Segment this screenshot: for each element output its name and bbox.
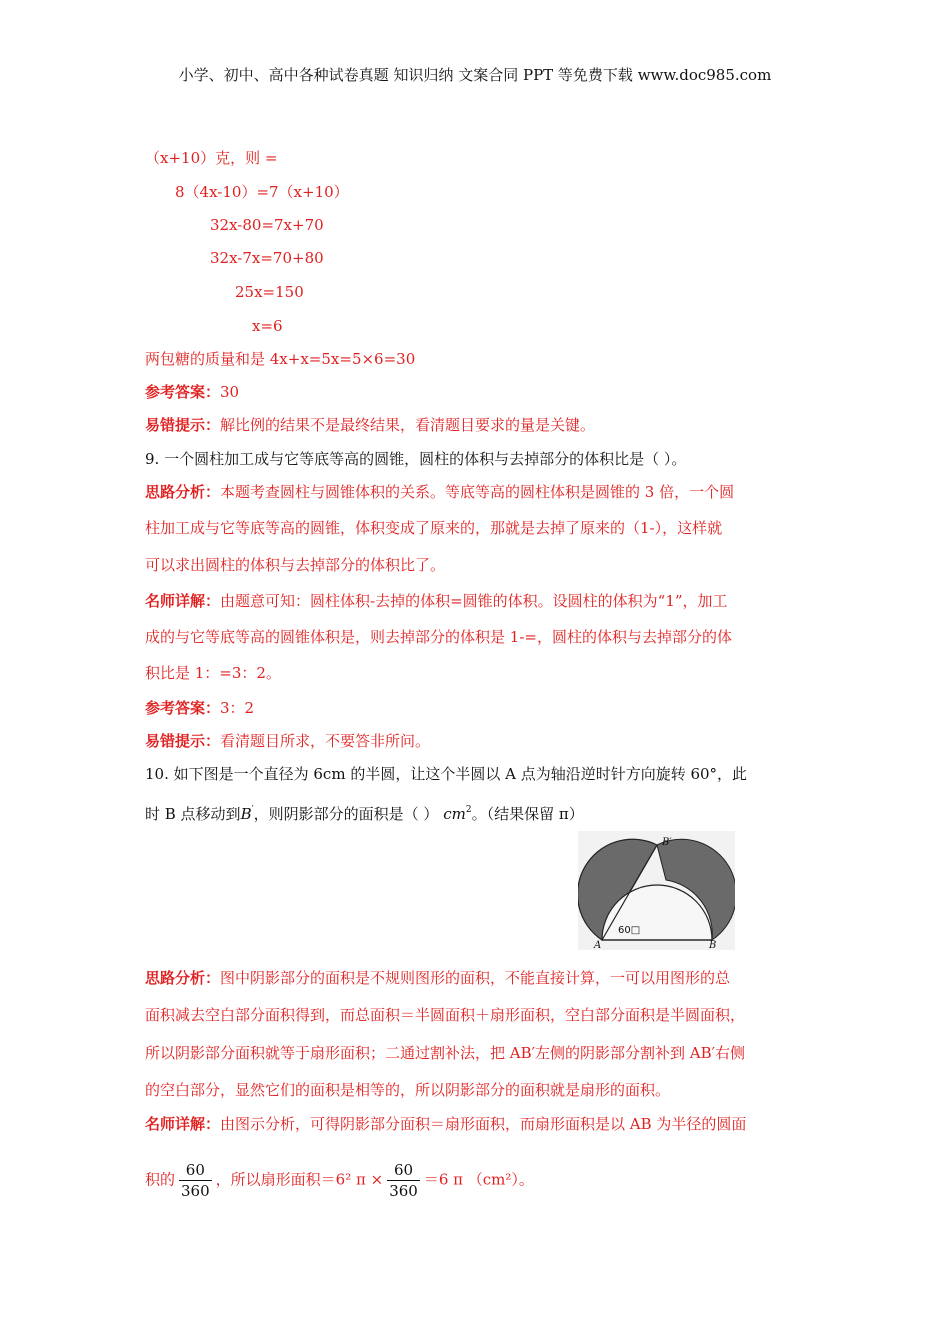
label-a: A xyxy=(594,940,602,950)
answer-label: 参考答案： xyxy=(145,699,221,717)
analysis-text: 本题考查圆柱与圆锥体积的关系。等底等高的圆柱体积是圆锥的 3 倍，一个圆 xyxy=(220,483,735,501)
q10-analysis-line: 的空白部分，显然它们的面积是相等的，所以阴影部分的面积就是扇形的面积。 xyxy=(145,1081,671,1099)
equation-line: 32x-80=7x+70 xyxy=(210,216,324,234)
q9-analysis-line: 可以求出圆柱的体积与去掉部分的体积比了。 xyxy=(145,556,446,574)
b-prime-mark: ′ xyxy=(251,805,254,815)
fraction-numerator: 60 xyxy=(179,1160,212,1181)
q9-analysis xyxy=(145,482,734,502)
q10-text: 时 B 点移动到 xyxy=(145,805,241,823)
q9-analysis-line: 柱加工成与它等底等高的圆锥，体积变成了原来的，那就是去掉了原来的（1-），这样就 xyxy=(145,519,723,537)
detail-label: 名师详解： xyxy=(145,592,221,610)
analysis-label: 思路分析： xyxy=(145,969,221,987)
fraction-60-360 xyxy=(387,1160,420,1201)
analysis-text: 图中阴影部分的面积是不规则图形的面积，不能直接计算，一可以用图形的总 xyxy=(220,969,731,987)
q9-answer xyxy=(145,698,254,718)
angle-label: 60□ xyxy=(618,925,641,936)
q10-text: ，则阴影部分的面积是（ ） xyxy=(253,805,439,823)
answer-label: 参考答案： xyxy=(145,383,221,401)
figure-svg xyxy=(578,831,735,950)
detail-text: ＝6 π （cm²）。 xyxy=(423,1170,534,1189)
q8-answer xyxy=(145,382,239,402)
tip-label: 易错提示： xyxy=(145,416,221,434)
q10-detail-formula xyxy=(145,1160,534,1201)
detail-text: 由图示分析，可得阴影部分面积＝扇形面积，而扇形面积是以 AB 为半径的圆面 xyxy=(220,1115,747,1133)
unit-exponent: 2 xyxy=(465,805,472,815)
label-b: B xyxy=(709,940,717,950)
q10-question: 10. 如下图是一个直径为 6cm 的半圆，让这个半圆以 A 点为轴沿逆时针方向旋转 60°，此 xyxy=(145,765,748,783)
equation-line: x=6 xyxy=(252,317,283,335)
q9-detail-line: 积比是 1：=3：2。 xyxy=(145,664,281,682)
equation-line: （x+10）克，则 = xyxy=(145,149,278,167)
q10-analysis-line: 所以阴影部分面积就等于扇形面积；二通过割补法，把 AB′左侧的阴影部分割补到 AB′右侧 xyxy=(145,1044,746,1062)
equation-line: 25x=150 xyxy=(235,283,304,301)
page-header: 小学、初中、高中各种试卷真题 知识归纳 文案合同 PPT 等免费下载 www.doc985.com xyxy=(178,66,772,84)
q8-tip xyxy=(145,415,595,435)
fraction-denominator: 360 xyxy=(181,1182,210,1200)
q10-question-line xyxy=(145,800,584,824)
label-b-prime: B′ xyxy=(662,837,672,848)
answer-value: 3：2 xyxy=(220,699,255,717)
tip-text: 看清题目所求，不要答非所问。 xyxy=(220,732,431,750)
tip-label: 易错提示： xyxy=(145,732,221,750)
analysis-label: 思路分析： xyxy=(145,483,221,501)
b-prime-symbol: B xyxy=(240,805,252,823)
q10-analysis xyxy=(145,968,730,988)
q9-detail-line: 成的与它等底等高的圆锥体积是，则去掉部分的体积是 1-=，圆柱的体积与去掉部分的体 xyxy=(145,628,732,646)
rotated-semicircle-figure xyxy=(578,831,735,950)
equation-line: 8（4x-10）=7（x+10） xyxy=(175,183,349,201)
fraction-60-360 xyxy=(179,1160,212,1201)
q10-text: 。（结果保留 π） xyxy=(471,805,584,823)
detail-label: 名师详解： xyxy=(145,1115,221,1133)
q9-detail xyxy=(145,591,728,611)
detail-text: 由题意可知：圆柱体积-去掉的体积=圆锥的体积。设圆柱的体积为“1”，加工 xyxy=(220,592,728,610)
unit-cm: cm xyxy=(443,805,466,823)
fraction-denominator: 360 xyxy=(389,1182,418,1200)
answer-value: 30 xyxy=(220,383,240,401)
equation-line: 32x-7x=70+80 xyxy=(210,249,324,267)
fraction-numerator: 60 xyxy=(387,1160,420,1181)
q9-question: 9. 一个圆柱加工成与它等底等高的圆锥，圆柱的体积与去掉部分的体积比是（ ）。 xyxy=(145,450,687,468)
detail-text: ，所以扇形面积＝6² π × xyxy=(215,1170,384,1189)
q10-analysis-line: 面积减去空白部分面积得到，而总面积＝半圆面积＋扇形面积，空白部分面积是半圆面积， xyxy=(145,1006,746,1024)
q10-detail xyxy=(145,1114,746,1134)
detail-text: 积的 xyxy=(145,1170,176,1189)
q9-tip xyxy=(145,731,430,751)
tip-text: 解比例的结果不是最终结果，看清题目要求的量是关键。 xyxy=(220,416,596,434)
equation-sum-line: 两包糖的质量和是 4x+x=5x=5×6=30 xyxy=(145,350,416,368)
